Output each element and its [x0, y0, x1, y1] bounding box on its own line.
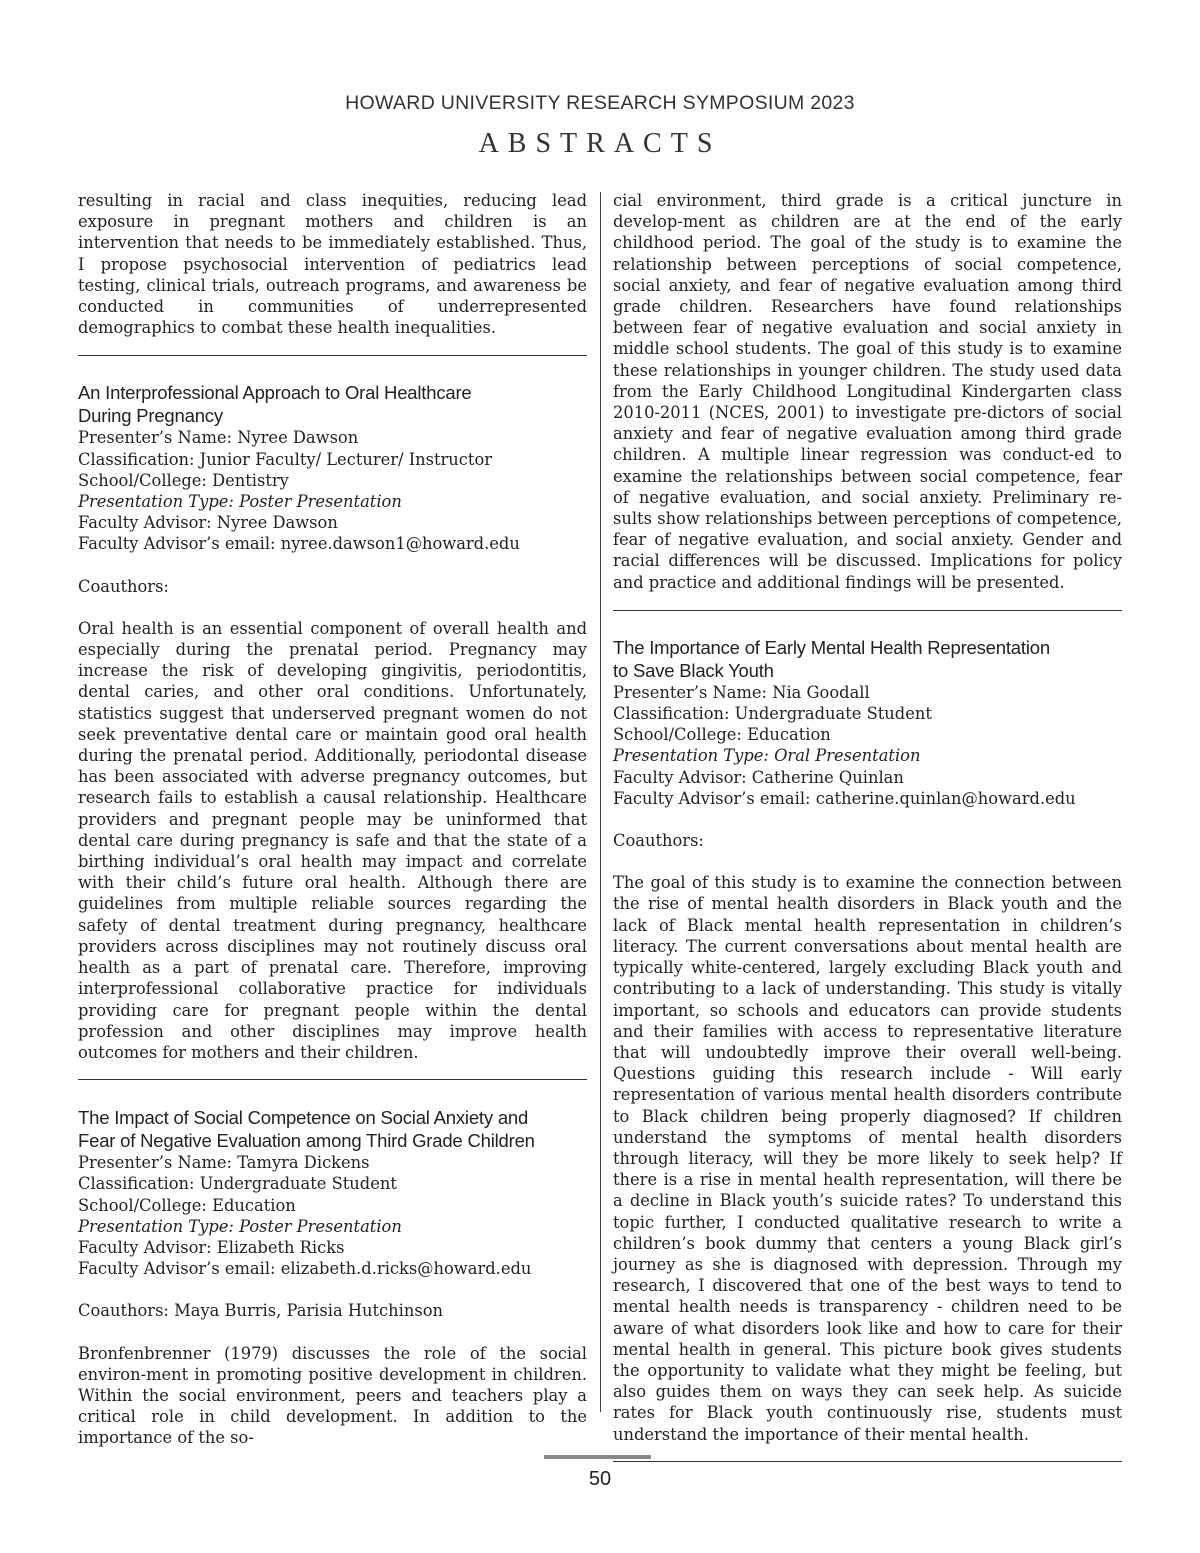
abstract-body: Bronfenbrenner (1979) discusses the role of the social environ-ment in promoting positive development in children. Within the social environment, peers and teachers play a critical role in child development. In addition to the importance of the so-: [78, 1343, 587, 1448]
presentation-type: Presentation Type: Oral Presentation: [613, 746, 921, 766]
coauthors: Coauthors: Maya Burris, Parisia Hutchinson: [78, 1301, 444, 1321]
presenter-name: Presenter’s Name: Nyree Dawson: [78, 428, 359, 448]
right-column: [613, 190, 1122, 1462]
column-divider: [600, 192, 601, 1412]
faculty-advisor-email: Faculty Advisor’s email: nyree.dawson1@howard.edu: [78, 534, 520, 554]
coauthors: Coauthors:: [613, 831, 704, 851]
abstract-title-line: The Importance of Early Mental Health Representation: [613, 636, 1050, 658]
faculty-advisor-email: Faculty Advisor’s email: elizabeth.d.ricks@howard.edu: [78, 1259, 532, 1279]
presentation-type: Presentation Type: Poster Presentation: [78, 1216, 402, 1236]
faculty-advisor: Faculty Advisor: Nyree Dawson: [78, 513, 338, 533]
classification: Classification: Undergraduate Student: [78, 1174, 397, 1194]
school-college: School/College: Education: [613, 725, 831, 745]
presenter-name: Presenter’s Name: Nia Goodall: [613, 682, 870, 702]
abstract-mental-health: [613, 636, 1122, 1445]
presentation-type: Presentation Type: Poster Presentation: [78, 492, 402, 512]
faculty-advisor: Faculty Advisor: Elizabeth Ricks: [78, 1237, 345, 1257]
faculty-advisor-email: Faculty Advisor’s email: catherine.quinlan@howard.edu: [613, 788, 1076, 808]
abstract-title-line: to Save Black Youth: [613, 659, 774, 681]
abstract-title-line: During Pregnancy: [78, 405, 223, 427]
faculty-advisor: Faculty Advisor: Catherine Quinlan: [613, 767, 904, 787]
section-divider: [613, 1461, 1122, 1462]
coauthors: Coauthors:: [78, 576, 169, 596]
abstract-oral-healthcare: [78, 381, 587, 1063]
abstract-title-line: The Impact of Social Competence on Social Anxiety and: [78, 1107, 529, 1129]
left-column: [78, 190, 587, 1449]
abstract-body: The goal of this study is to examine the connection between the rise of mental health disorders in Black youth and the lack of Black mental health representation in children’s literacy. The current conversations about mental health are typically white-centered, largely excluding Black youth and contributing to a lack of understanding. This study is vitally important, so schools and educators can provide students and their families with access to representative literature that will undoubtedly improve their overall well-being. Questions guiding this research include - Will early representation of various mental health disorders contribute to Black children being properly diagnosed? If children understand the symptoms of mental health disorders through literacy, will they be more likely to seek help? If there is a rise in mental health representation, will there be a decline in Black youth’s suicide rates? To understand this topic further, I conducted qualitative research to write a children’s book dummy that centers a young Black girl’s journey as she is diagnosed with depression. Through my research, I discovered that one of the best ways to tend to mental health needs is transparency - children need to be aware of what disorders look like and how to care for their mental health in general. This picture book gives students the opportunity to validate what they might be feeling, but also guides them on ways they can seek help. As suicide rates for Black youth continuously rise, students must understand the importance of their mental health.: [613, 873, 1122, 1444]
abstract-body: Oral health is an essential component of overall health and especially during the prenatal period. Pregnancy may increase the risk of developing gingivitis, periodontitis, dental caries, and other oral conditions. Unfortunately, statistics suggest that underserved pregnant women do not seek preventative dental care or maintain good oral health during the prenatal period. Additionally, periodontal disease has been associated with adverse pregnancy outcomes, but research fails to establish a causal relationship. Healthcare providers and pregnant people may be uninformed that dental care during pregnancy is safe and that the state of a birthing individual’s oral health may impact and correlate with their child’s future oral health. Although there are guidelines from multiple reliable sources regarding the safety of dental treatment during pregnancy, healthcare providers across disciplines may not routinely discuss oral health as a part of prenatal care. Therefore, improving interprofessional collaborative practice for individuals providing care for pregnant people within the dental profession and other disciplines may improve health outcomes for mothers and their children.: [78, 618, 587, 1062]
abstract-title-line: Fear of Negative Evaluation among Third Grade Children: [78, 1130, 535, 1152]
presenter-name: Presenter’s Name: Tamyra Dickens: [78, 1153, 370, 1173]
page-number-bar: [544, 1455, 651, 1459]
abstract-title-line: An Interprofessional Approach to Oral Healthcare: [78, 382, 472, 404]
continuation-paragraph: resulting in racial and class inequities, reducing lead exposure in pregnant mothers and children is an intervention that needs to be immediately established. Thus, I propose psychosocial intervention of pediatrics lead testing, clinical trials, outreach programs, and awareness be conducted in communities of underrepresented demographics to combat these health inequalities.: [78, 191, 587, 338]
page-number: 50: [588, 1468, 612, 1490]
classification: Classification: Junior Faculty/ Lecturer/ Instructor: [78, 449, 493, 469]
school-college: School/College: Dentistry: [78, 470, 289, 490]
section-title: ABSTRACTS: [478, 128, 722, 159]
school-college: School/College: Education: [78, 1195, 296, 1215]
abstract-social-competence: [78, 1106, 587, 1448]
continuation-paragraph: cial environment, third grade is a critical juncture in develop-ment as children are at the end of the early childhood period. The goal of the study is to examine the relationship between perceptions of social competence, social anxiety, and fear of negative evaluation among third grade children. Researchers have found relationships between fear of negative evaluation and social anxiety in middle school students. The goal of this study is to examine these relationships in younger children. The study used data from the Early Childhood Longitudinal Kindergarten class 2010-2011 (NCES, 2001) to investigate pre-dictors of social anxiety and fear of negative evaluation among third grade children. A multiple linear regression was conduct-ed to examine the relationships between social competence, fear of negative evaluation, and social anxiety. Preliminary re-sults show relationships between perceptions of competence, fear of negative evaluation, and social anxiety. Gender and racial differences will be discussed. Implications for policy and practice and additional findings will be presented.: [613, 191, 1122, 592]
symposium-title: HOWARD UNIVERSITY RESEARCH SYMPOSIUM 2023: [345, 92, 855, 114]
classification: Classification: Undergraduate Student: [613, 704, 932, 724]
